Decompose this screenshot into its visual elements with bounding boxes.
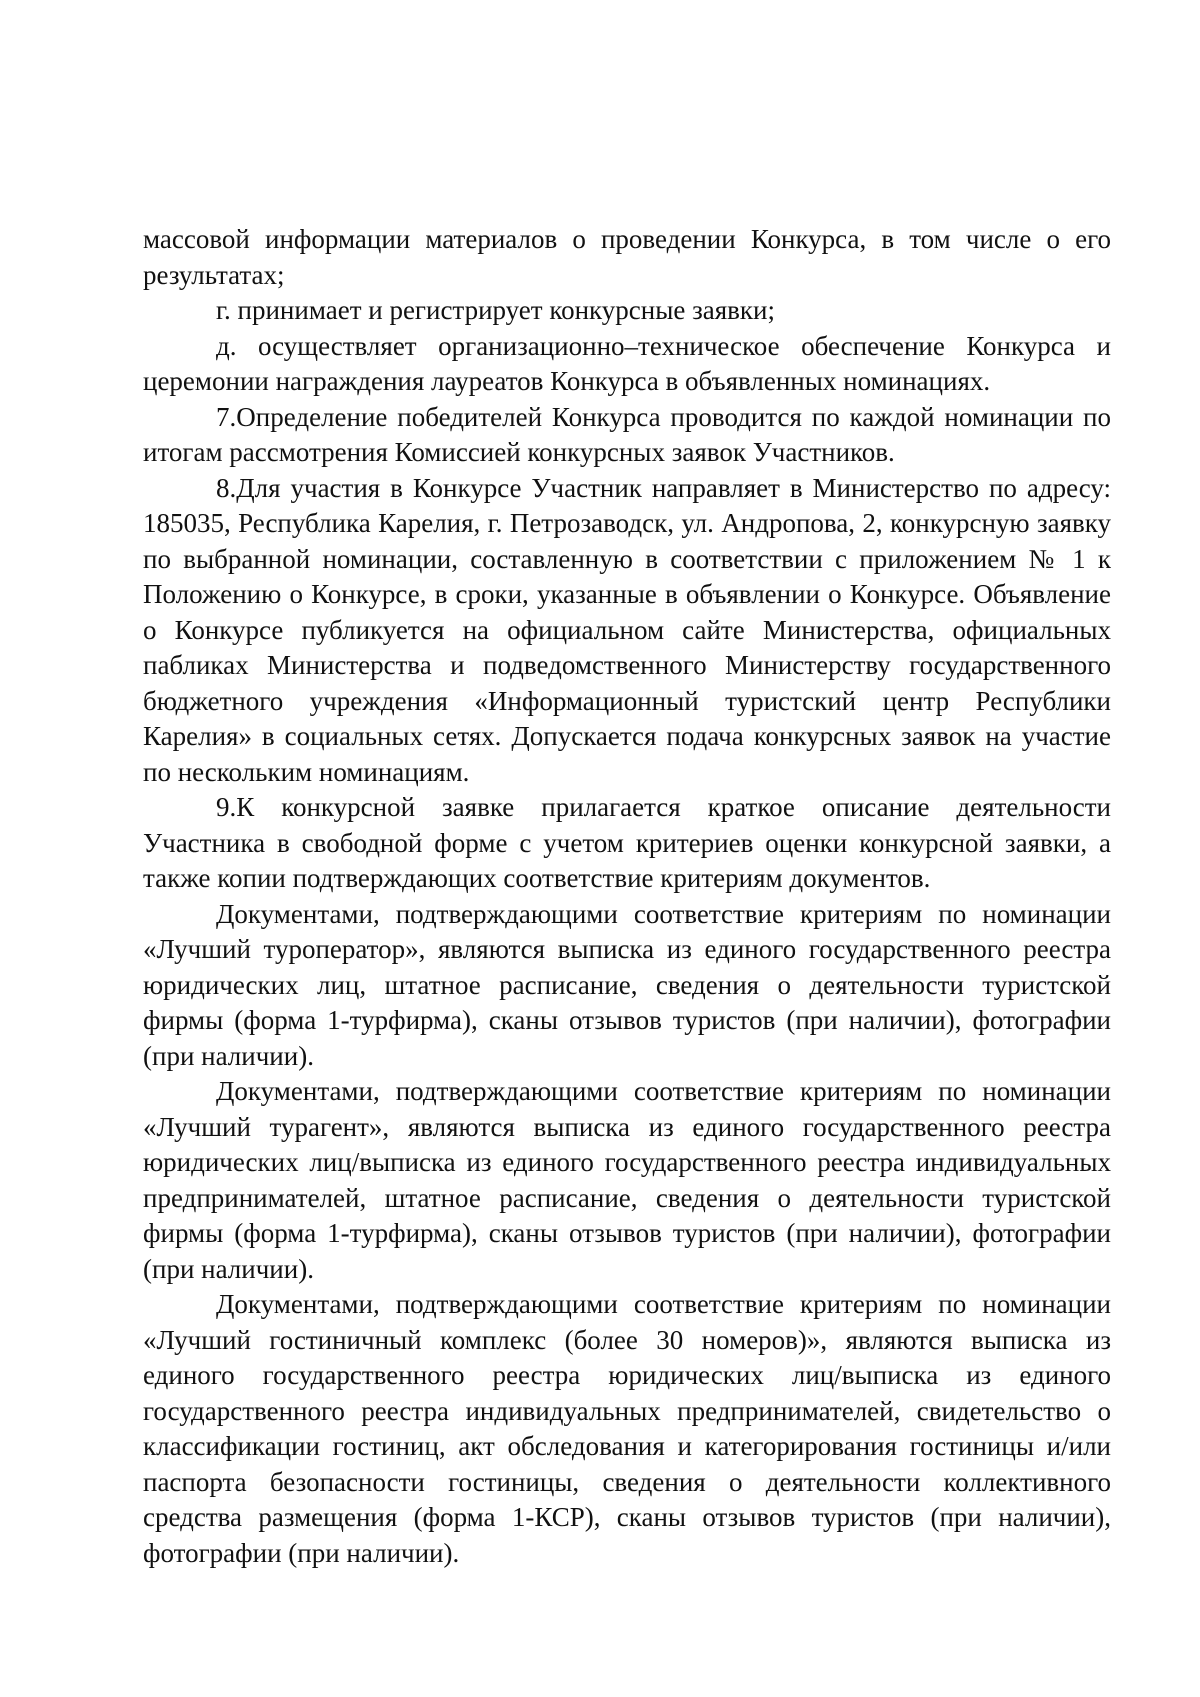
paragraph-clause-9: 9.К конкурсной заявке прилагается краткое описание деятельности Участника в свободной форме с учетом критериев оценки конкурсной заявки, а также копии подтверждающих соответствие критериям документов. [143, 792, 1111, 893]
paragraph-item-g: г. принимает и регистрирует конкурсные заявки; [216, 295, 775, 325]
paragraph-travel-agent-documents: Документами, подтверждающими соответствие критериям по номинации «Лучший турагент», являются выписка из единого государственного реестра юридических лиц/выписка из единого государственного реестра индивидуальных предпринимателей, штатное расписание, сведения о деятельности туристской фирмы (форма 1-турфирма), сканы отзывов туристов (при наличии), фотографии (при наличии). [143, 1076, 1111, 1284]
paragraph-tour-operator-documents: Документами, подтверждающими соответствие критериям по номинации «Лучший туроператор», являются выписка из единого государственного реестра юридических лиц, штатное расписание, сведения о деятельности туристской фирмы (форма 1-турфирма), сканы отзывов туристов (при наличии), фотографии (при наличии). [143, 898, 1111, 1071]
document-body [143, 222, 1111, 1571]
paragraph-clause-7: 7.Определение победителей Конкурса проводится по каждой номинации по итогам рассмотрения Комиссией конкурсных заявок Участников. [143, 401, 1111, 467]
paragraph-media-info: массовой информации материалов о проведении Конкурса, в том числе о его результатах; [143, 224, 1111, 290]
paragraph-hotel-complex-documents: Документами, подтверждающими соответствие критериям по номинации «Лучший гостиничный комплекс (более 30 номеров)», являются выписка из единого государственного реестра юридических лиц/выписка из единого государственного реестра индивидуальных предпринимателей, свидетельство о классификации гостиниц, акт обследования и категорирования гостиницы и/или паспорта безопасности гостиницы, сведения о деятельности коллективного средства размещения (форма 1-КСР), сканы отзывов туристов (при наличии), фотографии (при наличии). [143, 1289, 1111, 1568]
paragraph-item-d: д. осуществляет организационно–техническое обеспечение Конкурса и церемонии награждения лауреатов Конкурса в объявленных номинациях. [143, 330, 1111, 396]
paragraph-clause-8: 8.Для участия в Конкурсе Участник направляет в Министерство по адресу: 185035, Республика Карелия, г. Петрозаводск, ул. Андропова, 2, конкурсную заявку по выбранной номинации, составленную в соответствии с приложением № 1 к Положению о Конкурсе, в сроки, указанные в объявлении о Конкурсе. Объявление о Конкурсе публикуется на официальном сайте Министерства, официальных пабликах Министерства и подведомственного Министерству государственного бюджетного учреждения «Информационный туристский центр Республики Карелия» в социальных сетях. Допускается подача конкурсных заявок на участие по нескольким номинациям. [143, 472, 1111, 787]
